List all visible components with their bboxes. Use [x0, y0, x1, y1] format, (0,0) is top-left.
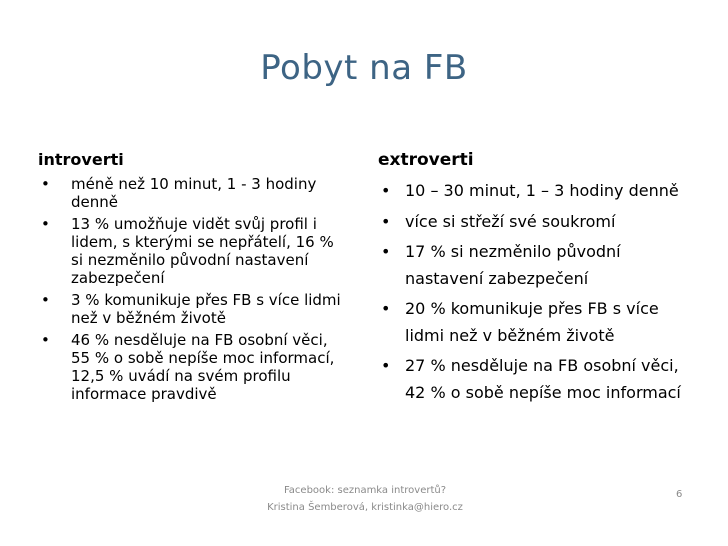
slide-title: Pobyt na FB	[260, 48, 468, 88]
extroverts-heading: extroverti	[378, 150, 474, 170]
introverts-column	[38, 150, 348, 407]
list-item: • 20 % komunikuje přes FB s více lidmi než v běžném životě	[378, 296, 698, 349]
list-item: • méně než 10 minut, 1 - 3 hodiny denně	[38, 175, 348, 211]
list-item: • 10 – 30 minut, 1 – 3 hodiny denně	[378, 178, 698, 205]
page-number: 6	[676, 489, 683, 500]
footer-title: Facebook: seznamka introvertů?	[283, 485, 447, 496]
introverts-list	[38, 175, 348, 403]
list-item: • 46 % nesděluje na FB osobní věci, 55 % o sobě nepíše moc informací, 12,5 % uvádí na svém profilu informace pravdivě	[38, 331, 348, 403]
list-item: • 3 % komunikuje přes FB s více lidmi než v běžném životě	[38, 291, 348, 327]
extroverts-column	[378, 150, 698, 410]
list-item: • 13 % umožňuje vidět svůj profil i lidem, s kterými se nepřátelí, 16 % si nezměnilo původní nastavení zabezpečení	[38, 215, 348, 287]
list-item: • 27 % nesděluje na FB osobní věci, 42 % o sobě nepíše moc informací	[378, 353, 698, 406]
footer-author: Kristina Šemberová, kristinka@hiero.cz	[267, 502, 463, 513]
list-item: • 17 % si nezměnilo původní nastavení zabezpečení	[378, 239, 698, 292]
extroverts-list	[378, 178, 698, 406]
slide-footer	[255, 482, 475, 516]
list-item: • více si střeží své soukromí	[378, 209, 698, 236]
introverts-heading: introverti	[38, 150, 124, 169]
